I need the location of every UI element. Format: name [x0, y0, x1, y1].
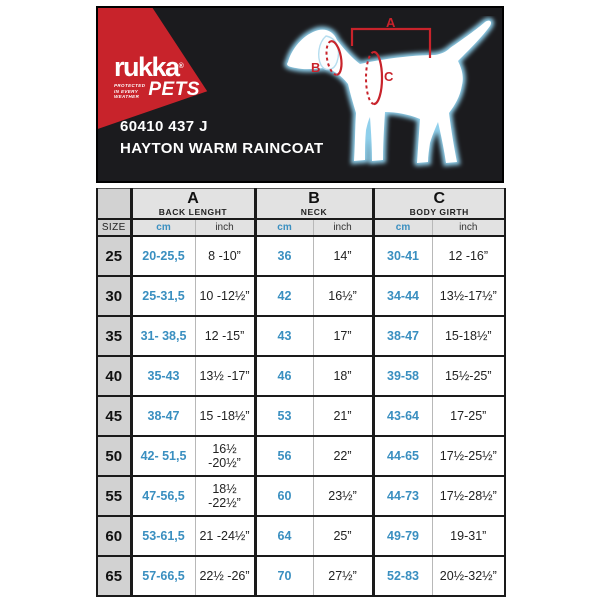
column-group-a: A BACK LENGHT [131, 189, 255, 220]
c-cm-header: cm [373, 219, 432, 236]
table-row: 25 20-25,5 8 -10” 36 14” 30-41 12 -16” [97, 236, 505, 276]
brand-text: rukka [114, 52, 179, 82]
size-value: 50 [97, 436, 131, 476]
size-value: 25 [97, 236, 131, 276]
table-row: 55 47-56,5 18½ -22½” 60 23½” 44-73 17½-28½” [97, 476, 505, 516]
a-inch-header: inch [195, 219, 255, 236]
b-inch-header: inch [313, 219, 373, 236]
size-column-header-spacer [97, 189, 131, 220]
header-panel [96, 6, 504, 183]
size-value: 35 [97, 316, 131, 356]
size-value: 40 [97, 356, 131, 396]
column-group-c: C BODY GIRTH [373, 189, 505, 220]
size-value: 65 [97, 556, 131, 596]
pets-wordmark: PETS [148, 79, 200, 100]
measure-c-label: C [384, 69, 394, 84]
table-row: 50 42- 51,5 16½ -20½” 56 22” 44-65 17½-25½” [97, 436, 505, 476]
size-label: SIZE [97, 219, 131, 236]
table-row: 35 31- 38,5 12 -15” 43 17” 38-47 15-18½” [97, 316, 505, 356]
unit-header-row [97, 219, 505, 236]
column-group-b: B NECK [255, 189, 373, 220]
table-row: 40 35-43 13½ -17” 46 18” 39-58 15½-25” [97, 356, 505, 396]
size-value: 55 [97, 476, 131, 516]
dog-measurement-diagram [280, 16, 500, 179]
b-cm-header: cm [255, 219, 313, 236]
brand-name [114, 54, 200, 80]
table-row: 30 25-31,5 10 -12½” 42 16½” 34-44 13½-17½” [97, 276, 505, 316]
rukka-logo [114, 54, 200, 101]
product-code: 60410 437 J [120, 118, 208, 135]
group-header-row [97, 189, 505, 220]
c-inch-header: inch [432, 219, 505, 236]
brand-tagline: PROTECTED IN EVERY WEATHER [114, 83, 146, 100]
a-cm-header: cm [131, 219, 195, 236]
table-row: 65 57-66,5 22½ -26” 70 27½” 52-83 20½-32½” [97, 556, 505, 596]
table-row: 60 53-61,5 21 -24½” 64 25” 49-79 19-31” [97, 516, 505, 556]
registered-mark: ® [178, 63, 183, 70]
size-value: 45 [97, 396, 131, 436]
table-row: 45 38-47 15 -18½” 53 21” 43-64 17-25” [97, 396, 505, 436]
size-table [96, 188, 506, 597]
measure-b-label: B [311, 60, 321, 75]
size-value: 30 [97, 276, 131, 316]
product-name: HAYTON WARM RAINCOAT [120, 140, 324, 157]
measure-a-label: A [386, 16, 396, 30]
size-value: 60 [97, 516, 131, 556]
